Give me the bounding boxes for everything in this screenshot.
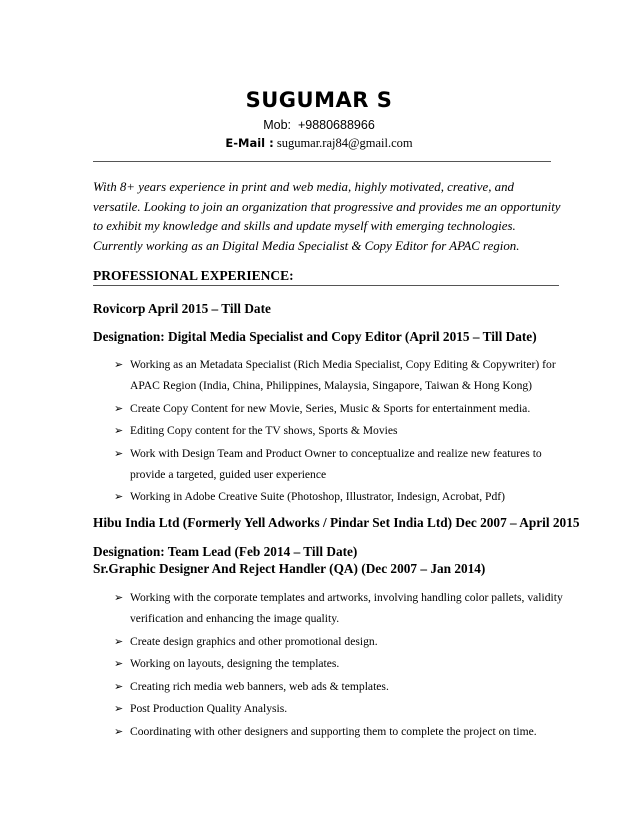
mobile-line (0, 118, 638, 132)
bullet-text: Creating rich media web banners, web ads & templates. (130, 679, 389, 693)
list-item (93, 631, 563, 652)
job-company: Hibu India Ltd (Formerly Yell Adworks / Pindar Set India Ltd) Dec 2007 – April 2015 (93, 515, 580, 530)
email-address: sugumar.raj84@gmail.com (276, 136, 413, 150)
bullet-text: Create design graphics and other promotional design. (130, 634, 378, 648)
section-divider (93, 285, 559, 286)
bullet-text: Work with Design Team and Product Owner to conceptualize and realize new features to provide a targeted, guided user experience (130, 446, 542, 481)
arrow-bullet-icon: ➢ (114, 657, 124, 670)
bullet-text: Working on layouts, designing the templates. (130, 657, 340, 670)
list-item (93, 653, 563, 674)
arrow-bullet-icon: ➢ (114, 724, 124, 738)
bullet-text: Editing Copy content for the TV shows, Sports & Movies (130, 424, 398, 437)
section-heading-experience: PROFESSIONAL EXPERIENCE: (93, 268, 294, 283)
arrow-bullet-icon: ➢ (114, 424, 124, 437)
email-label: E-Mail : (225, 136, 274, 150)
bullet-text: Coordinating with other designers and supporting them to complete the project on time. (130, 724, 537, 738)
bullet-text: Working as an Metadata Specialist (Rich Media Specialist, Copy Editing & Copywriter) for APAC Region (India, China, Philippines, Malaysia, Singapore, Taiwan & Hong Kong) (130, 358, 556, 392)
list-item (93, 676, 563, 697)
arrow-bullet-icon: ➢ (114, 358, 124, 371)
job-designation: Designation: Team Lead (Feb 2014 – Till Date) (93, 544, 358, 559)
email-line (0, 136, 638, 151)
list-item (93, 420, 563, 441)
arrow-bullet-icon: ➢ (114, 401, 124, 415)
header-divider (93, 161, 551, 162)
arrow-bullet-icon: ➢ (114, 490, 124, 503)
job-company: Rovicorp April 2015 – Till Date (93, 301, 271, 316)
list-item (93, 443, 563, 485)
candidate-name: SUGUMAR S (245, 88, 393, 112)
arrow-bullet-icon: ➢ (114, 446, 124, 460)
list-item (93, 354, 563, 396)
bullet-text: Post Production Quality Analysis. (130, 702, 288, 715)
list-item (93, 486, 563, 507)
arrow-bullet-icon: ➢ (114, 591, 124, 604)
bullet-text: Working in Adobe Creative Suite (Photoshop, Illustrator, Indesign, Acrobat, Pdf) (130, 490, 506, 503)
mobile-number: +9880688966 (297, 118, 375, 132)
mobile-label: Mob: (263, 118, 291, 132)
job-designation: Sr.Graphic Designer And Reject Handler (QA) (Dec 2007 – Jan 2014) (93, 561, 486, 576)
job-designation: Designation: Digital Media Specialist and Copy Editor (April 2015 – Till Date) (93, 329, 537, 344)
summary-paragraph: With 8+ years experience in print and web media, highly motivated, creative, and versatile. Looking to join an organization that progressive and provides me an opportunity to exhibit my knowledge and skills and update myself with emerging technologies. Currently working as an Digital Media Specialist & Copy Editor for APAC region. (93, 180, 561, 253)
list-item (93, 398, 563, 419)
list-item (93, 698, 563, 719)
list-item (93, 587, 563, 629)
list-item (93, 721, 563, 742)
bullet-text: Create Copy Content for new Movie, Series, Music & Sports for entertainment media. (130, 401, 531, 415)
arrow-bullet-icon: ➢ (114, 634, 124, 648)
job-bullet-list (93, 587, 563, 743)
job-bullet-list (93, 354, 563, 509)
arrow-bullet-icon: ➢ (114, 702, 124, 715)
bullet-text: Working with the corporate templates and artworks, involving handling color pallets, validity verification and enhancing the image quality. (130, 591, 563, 625)
arrow-bullet-icon: ➢ (114, 679, 124, 693)
